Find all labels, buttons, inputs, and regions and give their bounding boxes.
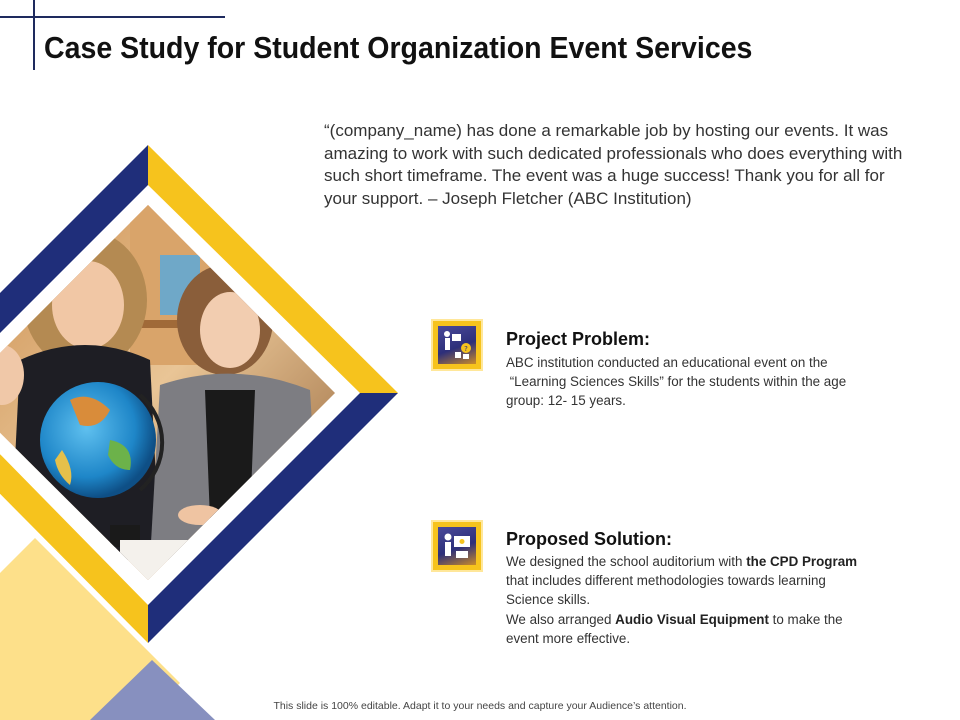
solution-paragraph	[506, 552, 871, 610]
presenter-board-icon	[438, 527, 476, 565]
problem-line: “Learning Sciences Skills” for the students within the age	[506, 374, 847, 390]
problem-icon-box	[433, 321, 481, 369]
slide-title: Case Study for Student Organization Event Services	[44, 30, 753, 65]
problem-line: ABC institution conducted an educational event on the	[506, 355, 828, 370]
svg-text:?: ?	[464, 345, 468, 353]
testimonial-quote: “(company_name) has done a remarkable job by hosting our events. It was amazing to work with such dedicated professionals who does everything with such short timeframe. The event was a huge success! Thank you for all for your support. – Joseph Fletcher (ABC Institution)	[324, 121, 903, 208]
solution-highlight: the CPD Program	[746, 554, 858, 569]
solution-highlight: Audio Visual Equipment	[615, 611, 769, 627]
footer-note: This slide is 100% editable. Adapt it to your needs and capture your Audience’s attention.	[273, 700, 687, 712]
solution-text: that includes different methodologies towards learning Science skills.	[506, 573, 826, 608]
presentation-question-icon	[438, 326, 476, 364]
problem-description	[506, 353, 886, 411]
solution-text: We also arranged	[506, 611, 616, 627]
solution-icon-box	[433, 522, 481, 570]
solution-title: Proposed Solution:	[506, 529, 672, 549]
solution-text: We designed the school auditorium with	[506, 554, 747, 569]
solution-text: to make the event more effective.	[506, 611, 843, 646]
solution-description	[506, 552, 871, 648]
solution-paragraph	[506, 610, 871, 648]
problem-line: group: 12- 15 years.	[506, 393, 626, 409]
problem-title: Project Problem:	[506, 329, 651, 349]
